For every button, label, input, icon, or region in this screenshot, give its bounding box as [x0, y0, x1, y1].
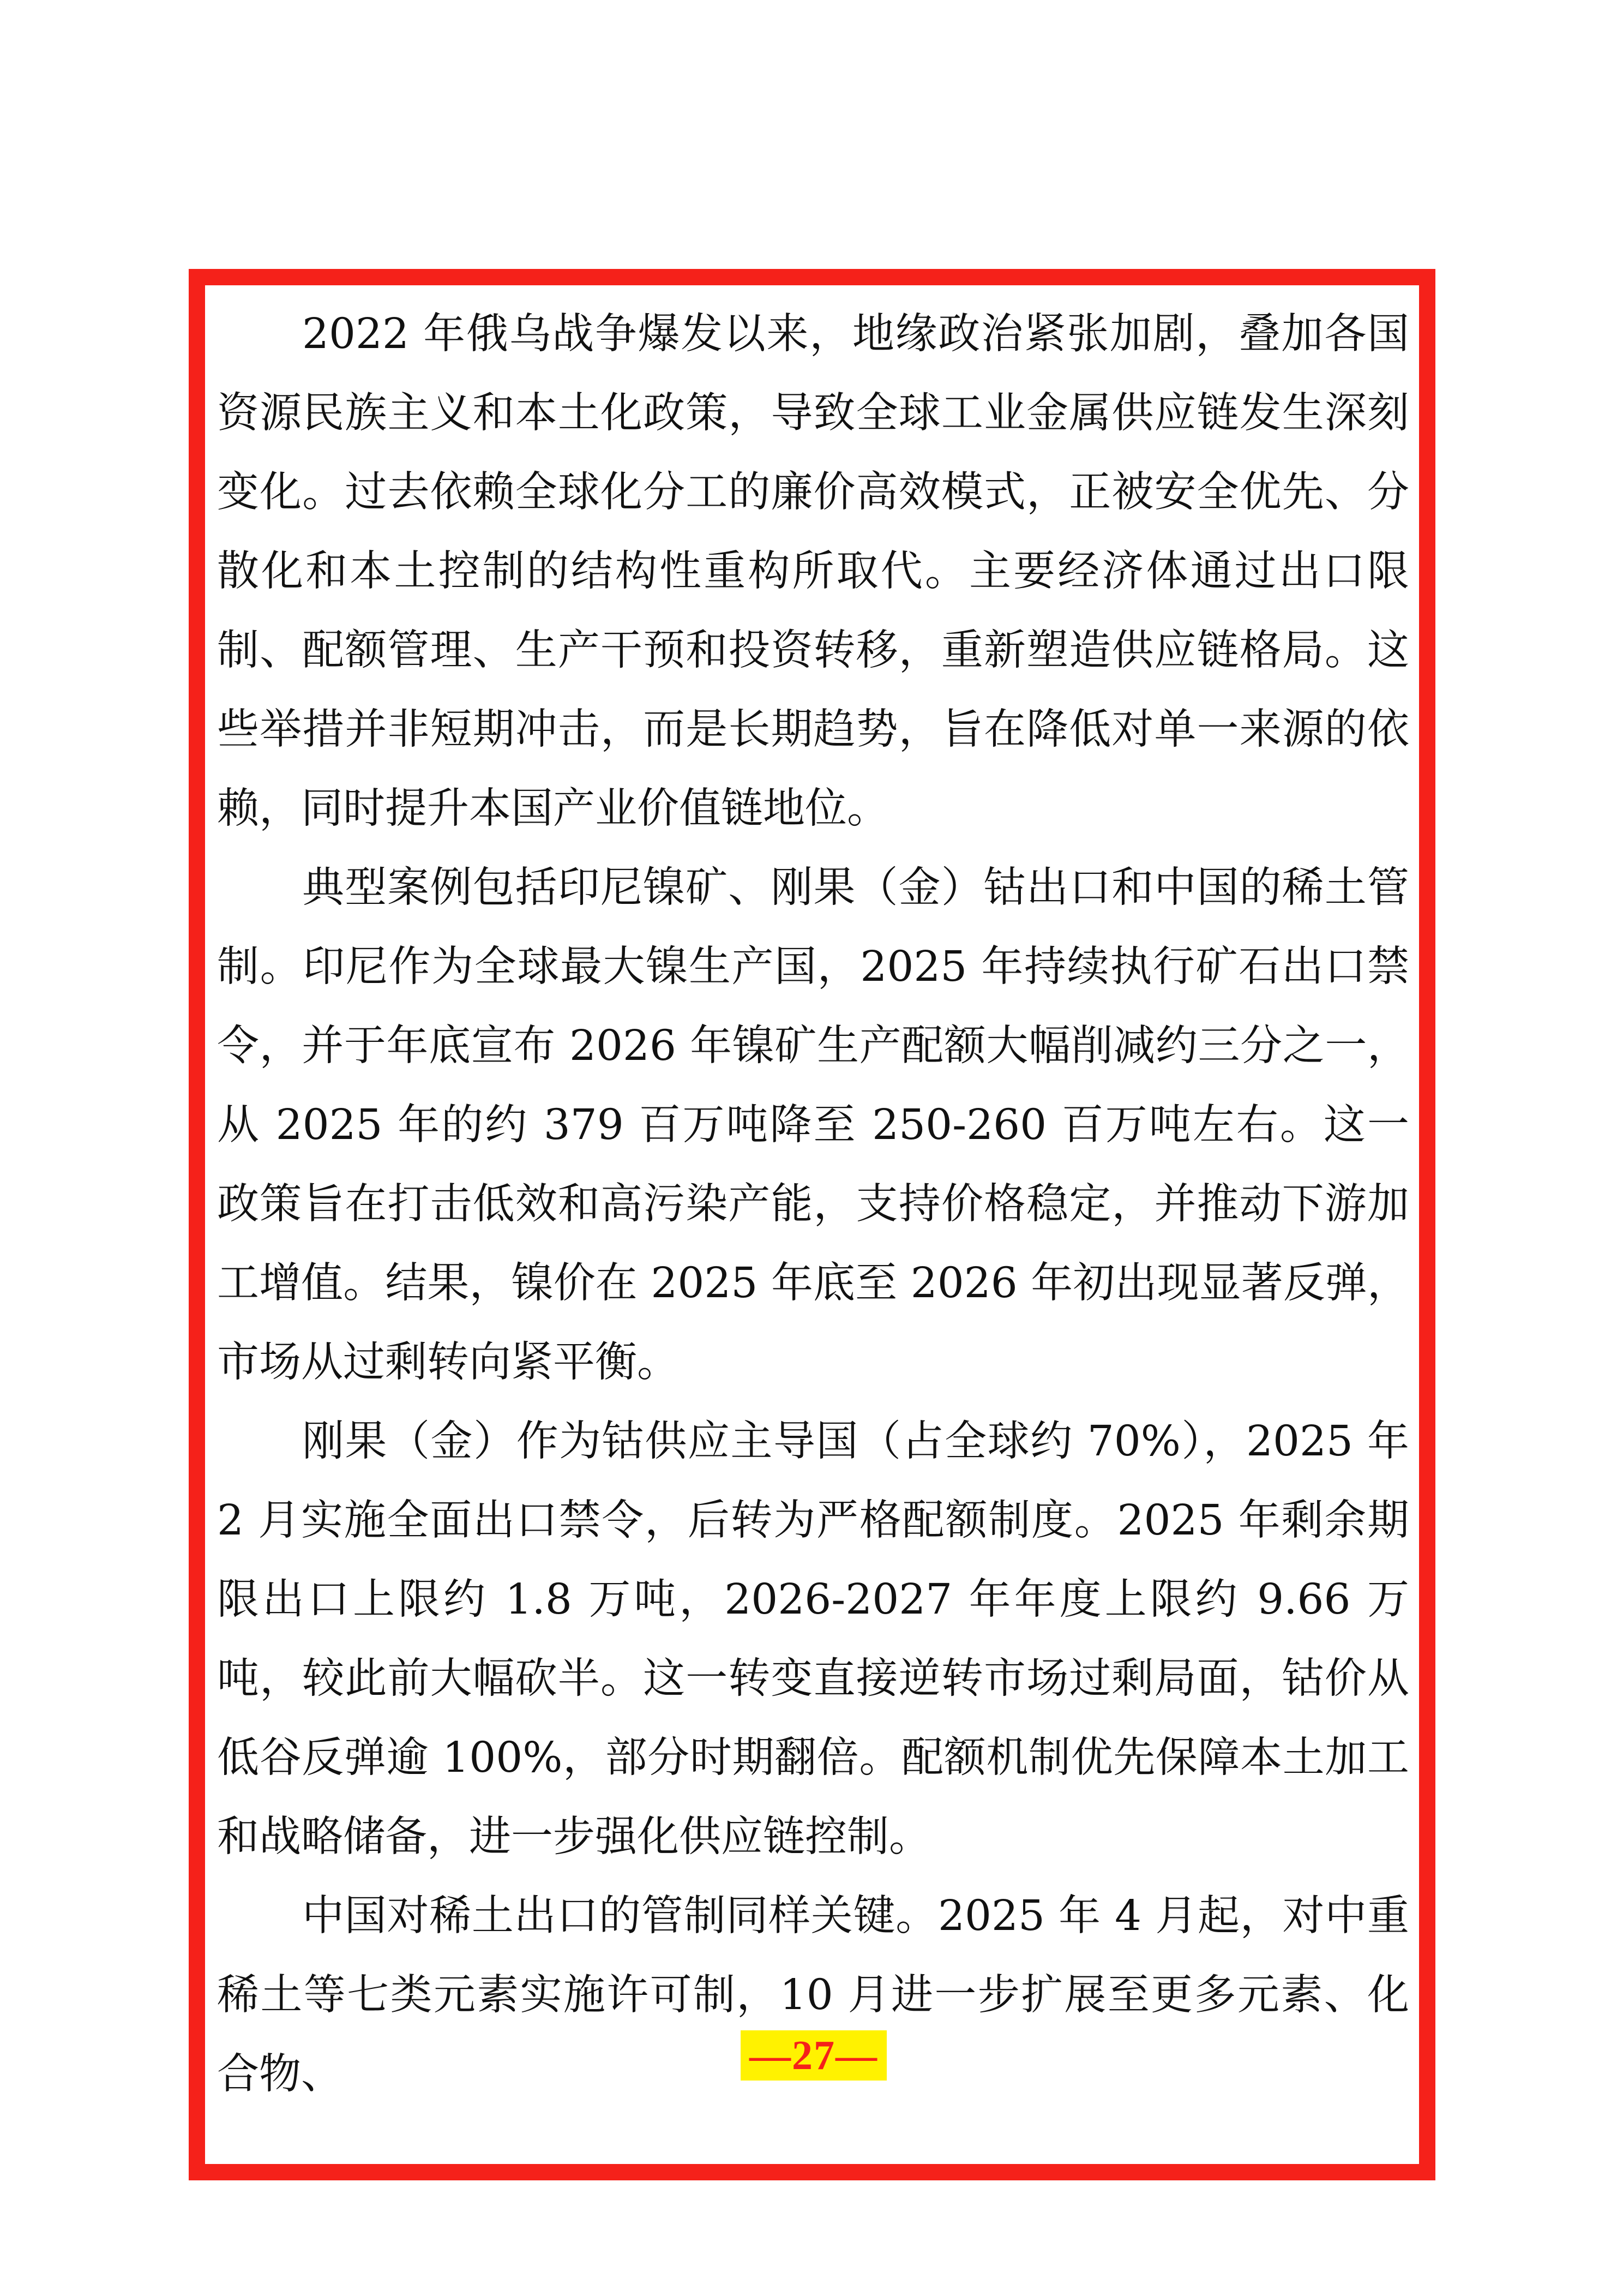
paragraph-indonesia-nickel: 典型案例包括印尼镍矿、刚果（金）钴出口和中国的稀土管制。印尼作为全球最大镍生产国，2025 年持续执行矿石出口禁令，并于年底宣布 2026 年镍矿生产配额大幅削减约三分之一，从 2025 年的约 379 百万吨降至 250-260 百万吨左右。这一政策旨在打击低效和高污染产能，支持价格稳定，并推动下游加工增值。结果，镍价在 2025 年底至 2026 年初出现显著反弹，市场从过剩转向紧平衡。	[217, 864, 1409, 1387]
paragraph-congo-cobalt: 刚果（金）作为钴供应主导国（占全球约 70%），2025 年 2 月实施全面出口禁令，后转为严格配额制度。2025 年剩余期限出口上限约 1.8 万吨，2026-2027 年年度上限约 9.66 万吨，较此前大幅砍半。这一转变直接逆转市场过剩局面，钴价从低谷反弹逾 100%，部分时期翻倍。配额机制优先保障本土加工和战略储备，进一步强化供应链控制。	[217, 1417, 1409, 1861]
page-number: —27—	[741, 2030, 887, 2081]
paragraph-supply-chain-overview: 2022 年俄乌战争爆发以来，地缘政治紧张加剧，叠加各国资源民族主义和本土化政策，导致全球工业金属供应链发生深刻变化。过去依赖全球化分工的廉价高效模式，正被安全优先、分散化和本土控制的结构性重构所取代。主要经济体通过出口限制、配额管理、生产干预和投资转移，重新塑造供应链格局。这些举措并非短期冲击，而是长期趋势，旨在降低对单一来源的依赖，同时提升本国产业价值链地位。	[217, 310, 1409, 833]
paragraph-china-rare-earth: 中国对稀土出口的管制同样关键。2025 年 4 月起，对中重稀土等七类元素实施许可制，10 月进一步扩展至更多元素、化合物、	[217, 1892, 1409, 2099]
body-text	[217, 295, 1409, 2114]
